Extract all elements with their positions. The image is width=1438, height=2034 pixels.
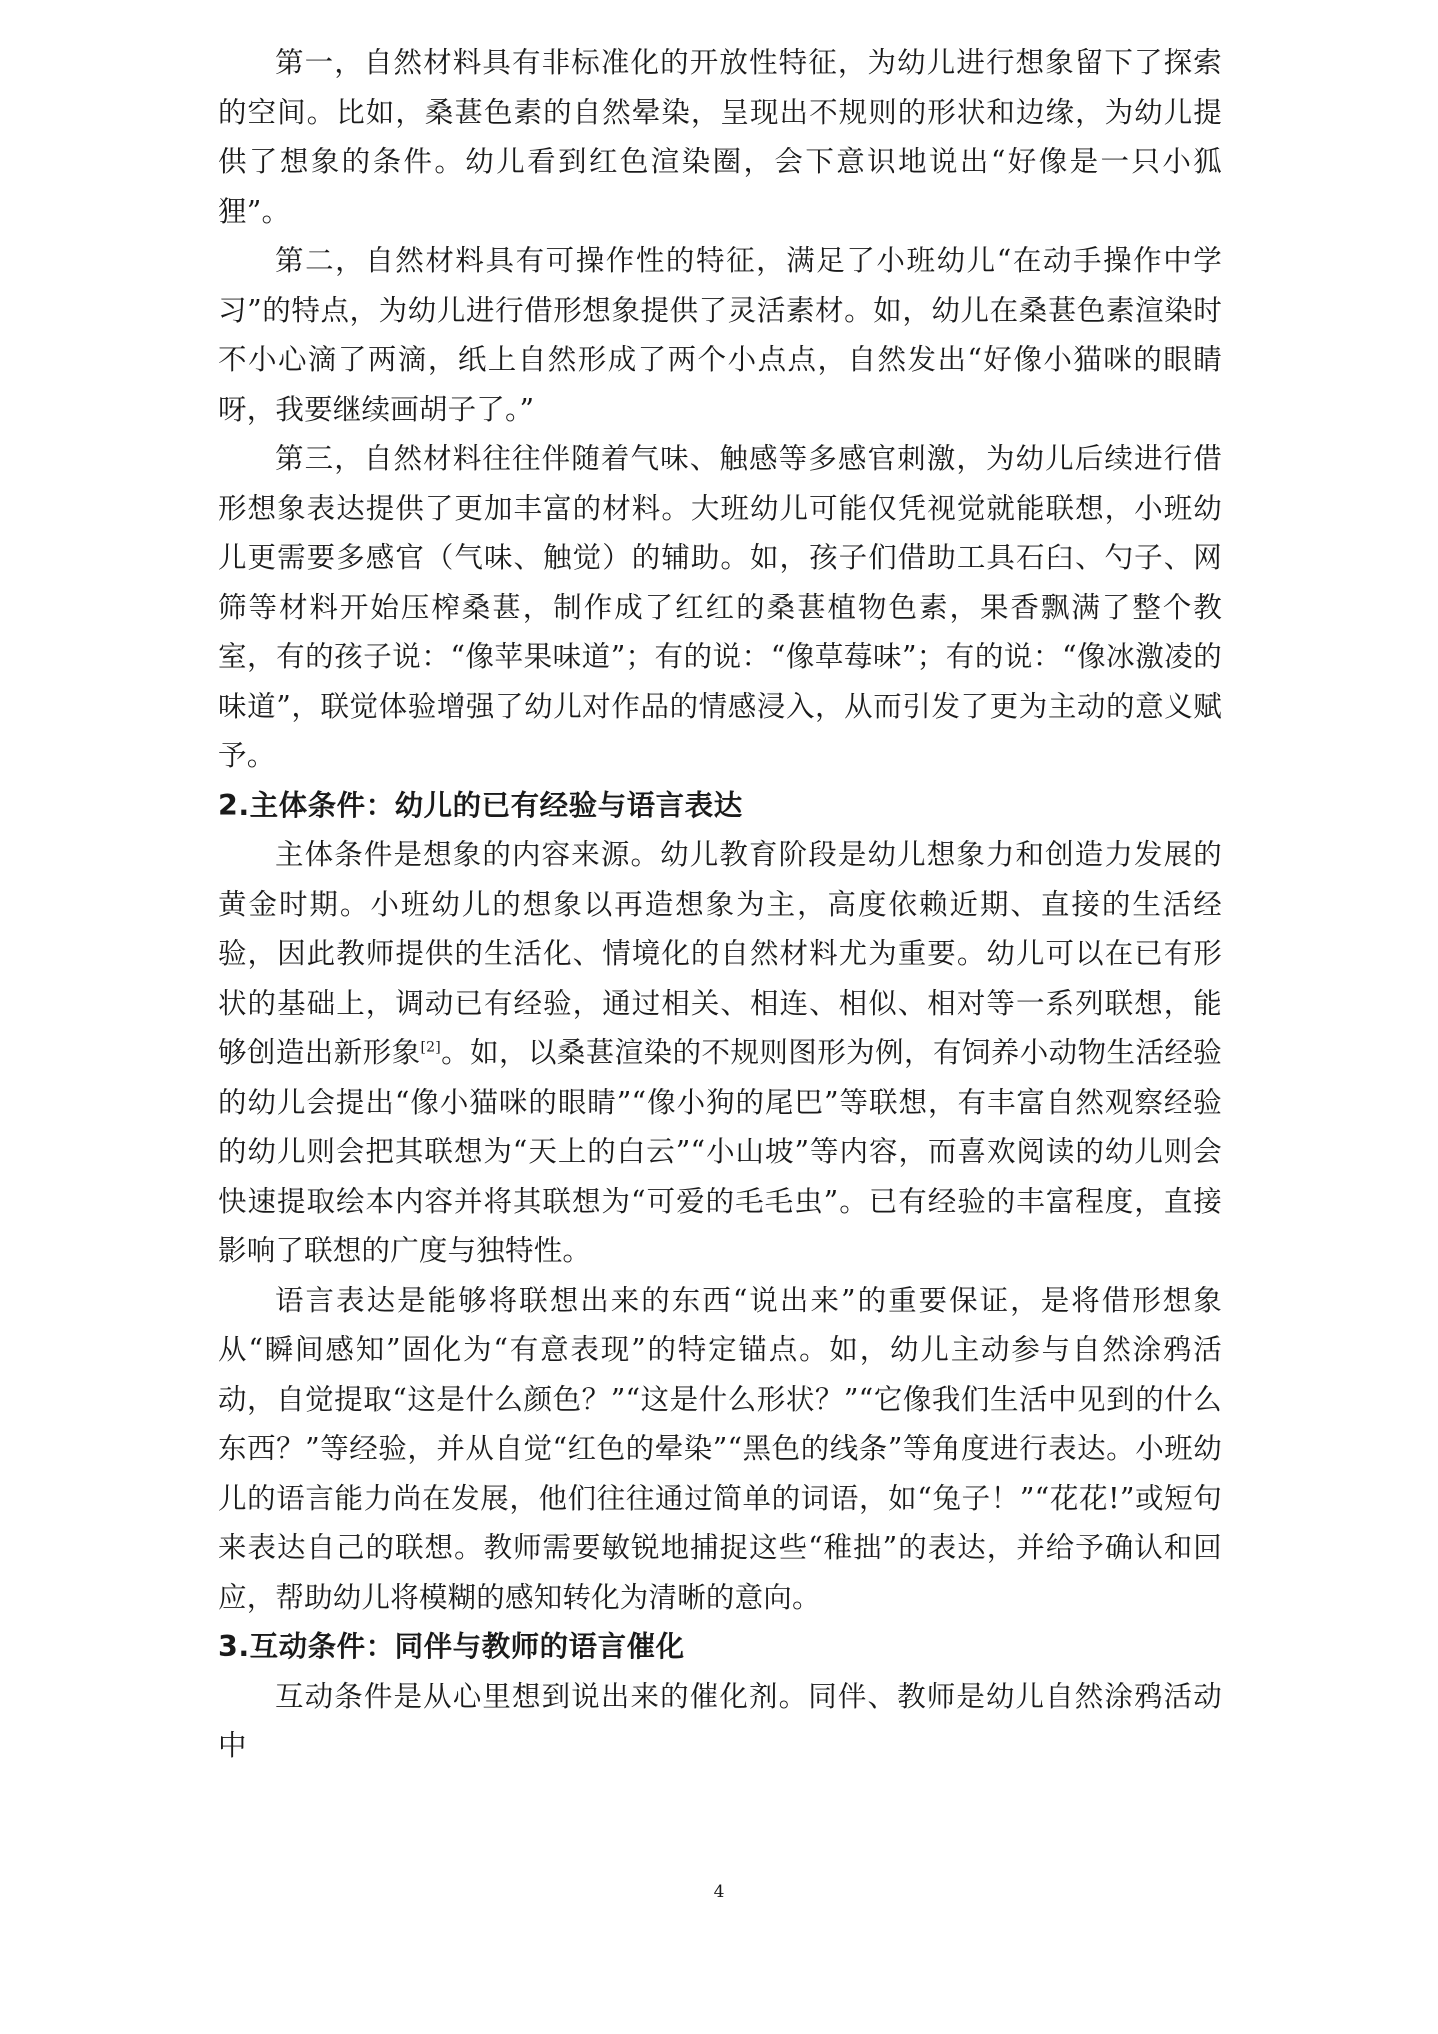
page-number: 4 bbox=[713, 1882, 725, 1902]
paragraph-4 bbox=[218, 830, 1222, 1276]
paragraph-5: 语言表达是能够将联想出来的东西“说出来”的重要保证，是将借形想象从“瞬间感知”固化为“有意表现”的特定锚点。如，幼儿主动参与自然涂鸦活动，自觉提取“这是什么颜色？”“这是什么形状？”“它像我们生活中见到的什么东西？”等经验，并从自觉“红色的晕染”“黑色的线条”等角度进行表达。小班幼儿的语言能力尚在发展，他们往往通过简单的词语，如“兔子！”“花花!”或短句来表达自己的联想。教师需要敏锐地捕捉这些“稚拙”的表达，并给予确认和回应，帮助幼儿将模糊的感知转化为清晰的意向。 bbox=[218, 1283, 1222, 1614]
paragraph-3: 第三，自然材料往往伴随着气味、触感等多感官刺激，为幼儿后续进行借形想象表达提供了更加丰富的材料。大班幼儿可能仅凭视觉就能联想，小班幼儿更需要多感官（气味、触觉）的辅助。如，孩子们借助工具石臼、勺子、网筛等材料开始压榨桑葚，制作成了红红的桑葚植物色素，果香飘满了整个教室，有的孩子说：“像苹果味道”；有的说：“像草莓味”；有的说：“像冰激凌的味道”，联觉体验增强了幼儿对作品的情感浸入，从而引发了更为主动的意义赋予。 bbox=[218, 442, 1222, 772]
paragraph-1: 第一，自然材料具有非标准化的开放性特征，为幼儿进行想象留下了探索的空间。比如，桑葚色素的自然晕染，呈现出不规则的形状和边缘，为幼儿提供了想象的条件。幼儿看到红色渲染圈，会下意识地说出“好像是一只小狐狸”。 bbox=[218, 46, 1222, 228]
paragraph-4-part-1: 主体条件是想象的内容来源。幼儿教育阶段是幼儿想象力和创造力发展的黄金时期。小班幼儿的想象以再造想象为主，高度依赖近期、直接的生活经验，因此教师提供的生活化、情境化的自然材料尤为重要。幼儿可以在已有形状的基础上，调动已有经验，通过相关、相连、相似、相对等一系列联想，能够创造出新形象 bbox=[218, 838, 1222, 1069]
paragraph-2: 第二，自然材料具有可操作性的特征，满足了小班幼儿“在动手操作中学习”的特点，为幼儿进行借形想象提供了灵活素材。如，幼儿在桑葚色素渲染时不小心滴了两滴，纸上自然形成了两个小点点，自然发出“好像小猫咪的眼睛呀，我要继续画胡子了。” bbox=[218, 244, 1222, 426]
section-heading-2: 2.主体条件：幼儿的已有经验与语言表达 bbox=[218, 788, 743, 822]
paragraph-6: 互动条件是从心里想到说出来的催化剂。同伴、教师是幼儿自然涂鸦活动中 bbox=[218, 1679, 1222, 1762]
section-heading-3: 3.互动条件：同伴与教师的语言催化 bbox=[218, 1630, 685, 1663]
body-text bbox=[218, 38, 1222, 1771]
citation-ref-2: [2] bbox=[420, 1039, 441, 1056]
paragraph-4-part-2: 。如，以桑葚渲染的不规则图形为例，有饲养小动物生活经验的幼儿会提出“像小猫咪的眼睛”“像小狗的尾巴”等联想，有丰富自然观察经验的幼儿则会把其联想为“天上的白云”“小山坡”等内容，而喜欢阅读的幼儿则会快速提取绘本内容并将其联想为“可爱的毛毛虫”。已有经验的丰富程度，直接影响了联想的广度与独特性。 bbox=[218, 1036, 1222, 1267]
